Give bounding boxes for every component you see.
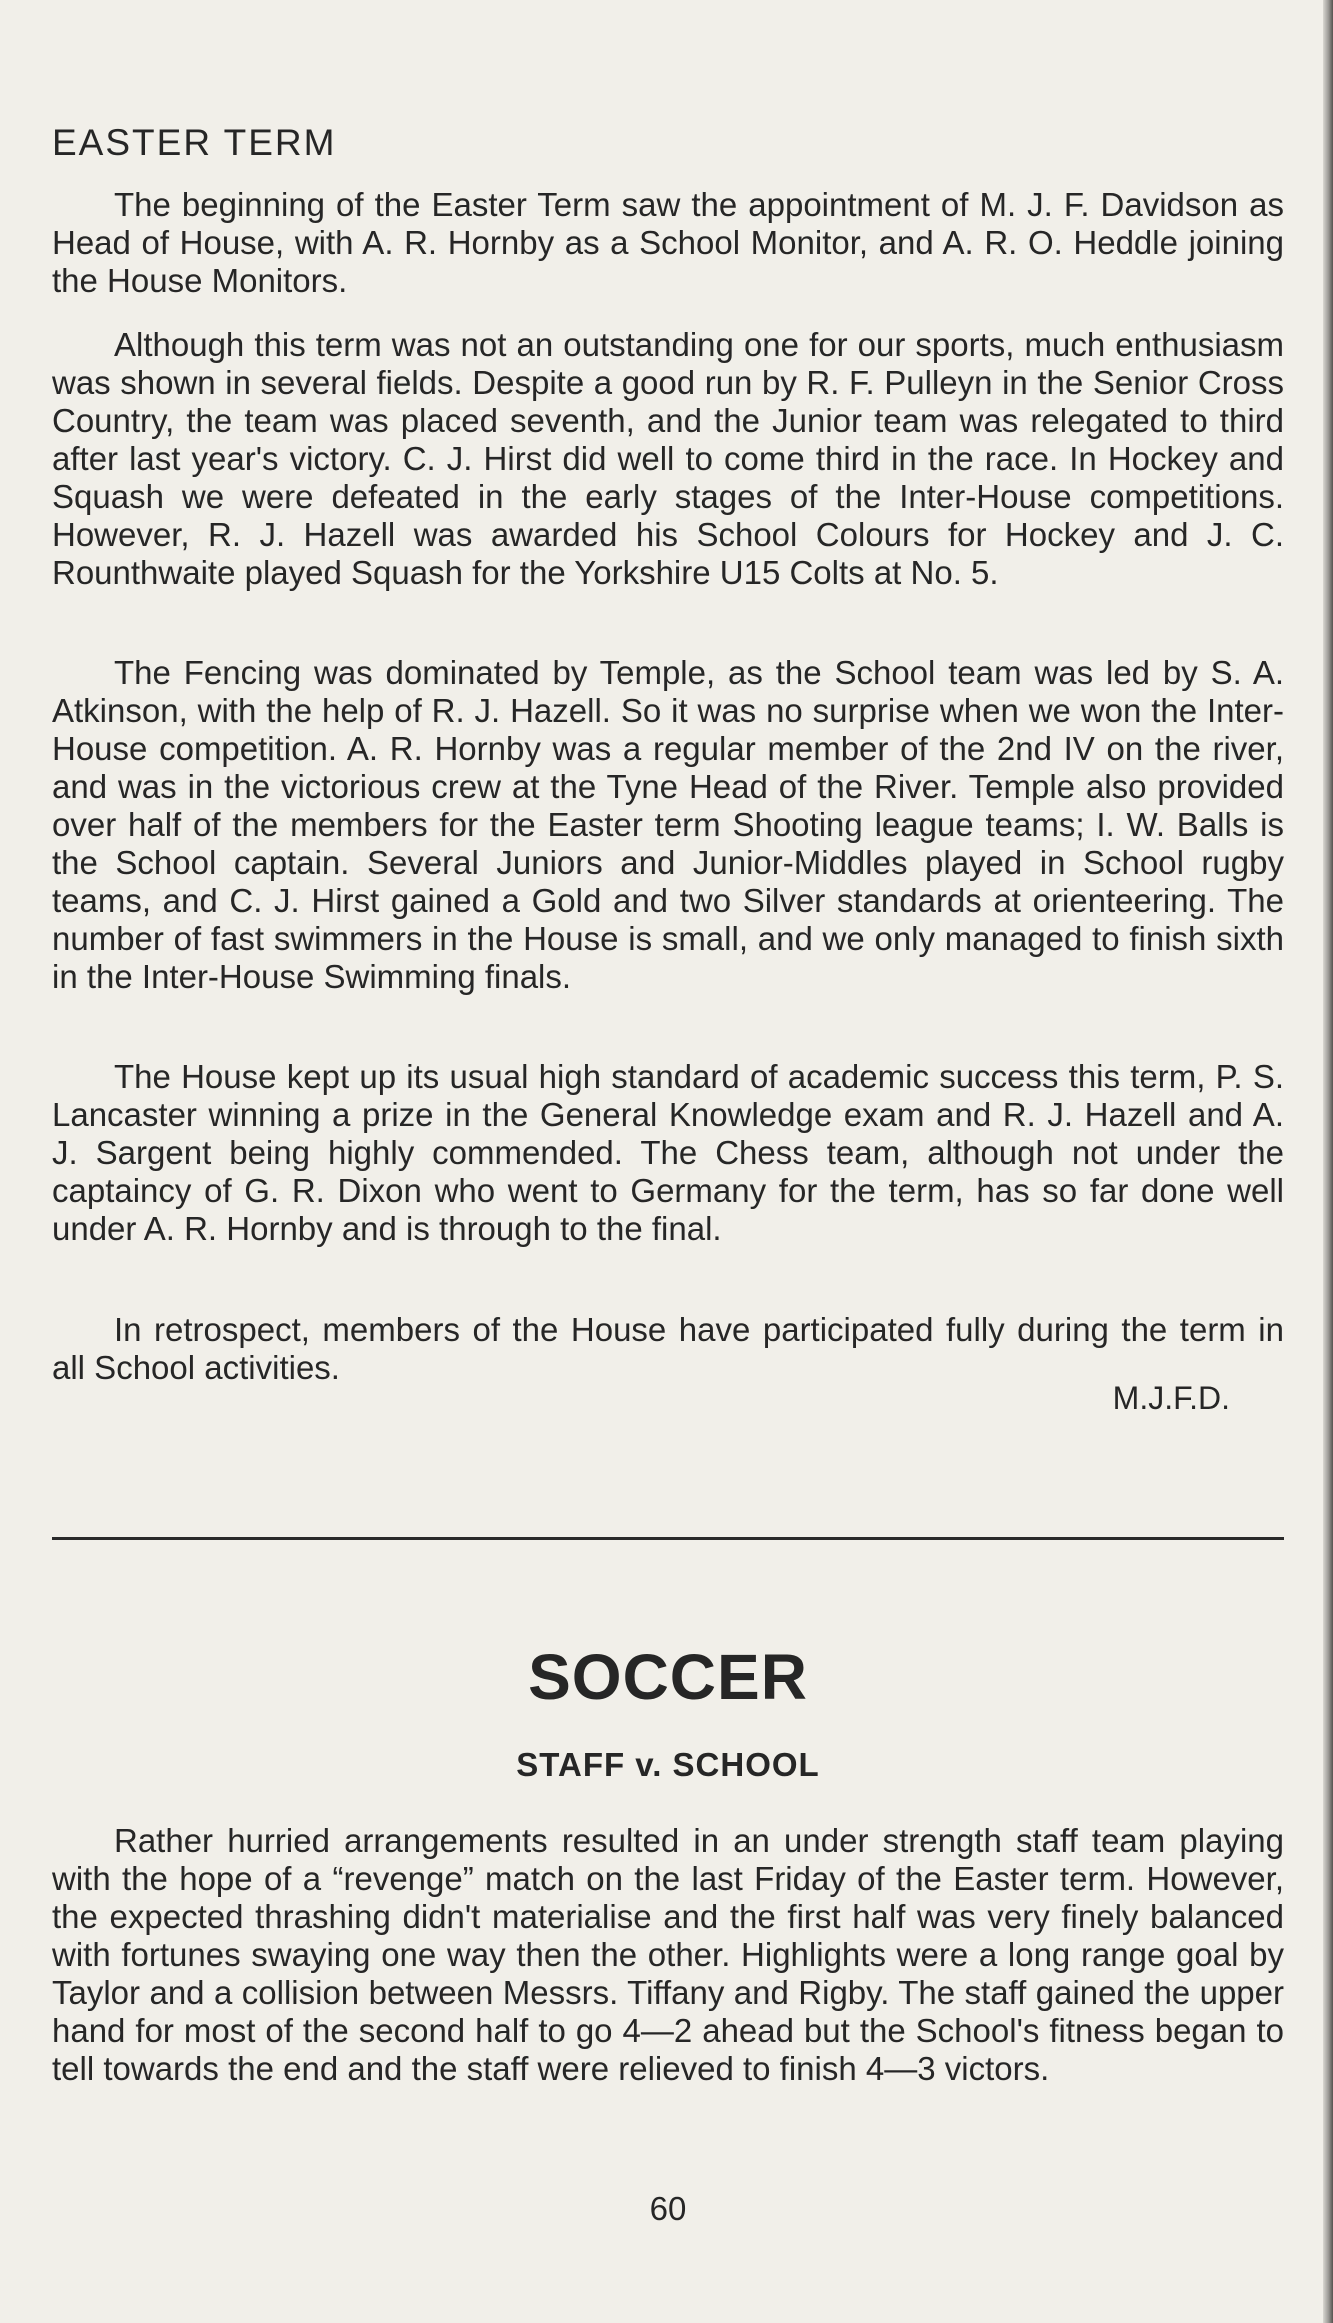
- section-divider: [52, 1537, 1284, 1540]
- soccer-title: SOCCER: [528, 1641, 808, 1713]
- paragraph-appointments: The beginning of the Easter Term saw the appointment of M. J. F. Davidson as Head of House, with A. R. Hornby as a School Monitor, and A. R. O. Heddle joining the House Monitors.: [52, 186, 1284, 299]
- section-heading-easter-term: EASTER TERM: [52, 122, 337, 163]
- match-subtitle: STAFF v. SCHOOL: [516, 1746, 820, 1783]
- document-page: [52, 0, 1284, 2323]
- page-number: 60: [649, 2190, 687, 2227]
- paragraph-fencing: The Fencing was dominated by Temple, as the School team was led by S. A. Atkinson, with the help of R. J. Hazell. So it was no surprise when we won the Inter-House competition. A. R. Hornby was a regular member of the 2nd IV on the river, and was in the victorious crew at the Tyne Head of the River. Temple also provided over half of the members for the Easter term Shooting league teams; I. W. Balls is the School captain. Several Juniors and Junior-Middles played in School rugby teams, and C. J. Hirst gained a Gold and two Silver standards at orienteering. The number of fast swimmers in the House is small, and we only managed to finish sixth in the Inter-House Swimming finals.: [52, 654, 1284, 995]
- paragraph-match-report: Rather hurried arrangements resulted in an under strength staff team playing with the hope of a “revenge” match on the last Friday of the Easter term. However, the expected thrashing didn't materialise and the first half was very finely balanced with fortunes swaying one way then the other. Highlights were a long range goal by Taylor and a collision between Messrs. Tiffany and Rigby. The staff gained the upper hand for most of the second half to go 4—2 ahead but the School's fitness began to tell towards the end and the staff were relieved to finish 4—3 victors.: [52, 1822, 1284, 2087]
- page-edge-shadow: [1323, 0, 1333, 2323]
- paragraph-academic: The House kept up its usual high standard of academic success this term, P. S. Lancaster winning a prize in the General Knowledge exam and R. J. Hazell and A. J. Sargent being highly commended. The Chess team, although not under the captaincy of G. R. Dixon who went to Germany for the term, has so far done well under A. R. Hornby and is through to the final.: [52, 1058, 1284, 1247]
- author-initials: M.J.F.D.: [1112, 1380, 1230, 1416]
- paragraph-sports: Although this term was not an outstanding one for our sports, much enthusiasm was shown in several fields. Despite a good run by R. F. Pulleyn in the Senior Cross Country, the team was placed seventh, and the Junior team was relegated to third after last year's victory. C. J. Hirst did well to come third in the race. In Hockey and Squash we were defeated in the early stages of the Inter-House competitions. However, R. J. Hazell was awarded his School Colours for Hockey and J. C. Rounthwaite played Squash for the Yorkshire U15 Colts at No. 5.: [52, 326, 1284, 591]
- paragraph-retrospect: In retrospect, members of the House have participated fully during the term in all School activities.: [52, 1311, 1284, 1386]
